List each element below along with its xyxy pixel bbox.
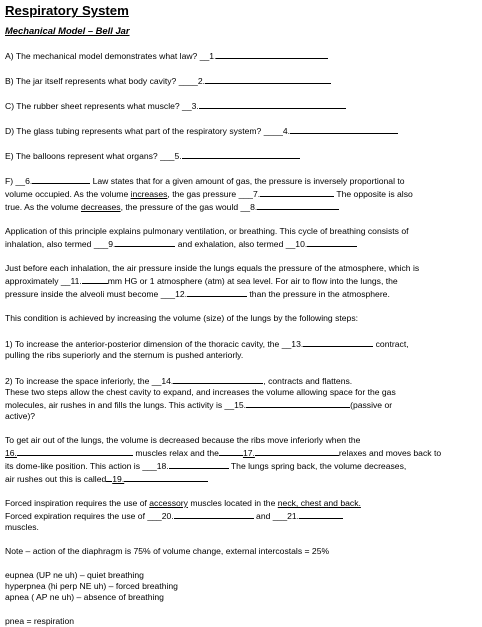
answer-blank-20[interactable]: [174, 509, 254, 519]
paragraph-condition: This condition is achieved by increasing the volume (size) of the lungs by the following steps:: [5, 313, 359, 323]
answer-blank-1[interactable]: [216, 49, 328, 59]
pnea-definition: pnea = respiration: [5, 616, 75, 626]
answer-blank-16[interactable]: [17, 446, 133, 456]
paragraph-f: F) __6. Law states that for a given amount of gas, the pressure is inversely proportional to volume occupied. As the volume increases, the gas pressure ___7. The opposite is also true. As the volume decreases, the pressure of the gas would __8.: [5, 176, 413, 212]
term-eupnea: eupnea (UP ne uh) – quiet breathing: [5, 570, 144, 580]
answer-blank-6[interactable]: [32, 174, 90, 184]
answer-blank-10[interactable]: [307, 237, 357, 247]
answer-blank-18[interactable]: [169, 459, 229, 469]
section-subtitle: Mechanical Model – Bell Jar: [5, 25, 130, 36]
paragraph-forced: Forced inspiration requires the use of accessory muscles located in the neck, chest and back. Forced expiration requires the use of ___20. and ___21. muscles.: [5, 498, 361, 532]
step-1: 1) To increase the anterior-posterior dimension of the thoracic cavity, the __13. contract, pulling the ribs superiorly and the sternum is pushed anteriorly.: [5, 339, 409, 360]
question-b: B) The jar itself represents what body cavity? ____2.: [5, 74, 477, 87]
answer-blank-21[interactable]: [299, 509, 343, 519]
question-a: A) The mechanical model demonstrates what law? __1.: [5, 49, 477, 62]
paragraph-before-inhalation: Just before each inhalation, the air pressure inside the lungs equals the pressure of the atmosphere, which is approximately __11. mm HG or 1 atmosphere (atm) at sea level. For air to flow into the lungs, the pressure inside the alveoli must become ___12. than the pressure in the atmosphere.: [5, 263, 420, 299]
answer-blank-17[interactable]: [255, 446, 339, 456]
answer-blank-9[interactable]: [115, 237, 175, 247]
answer-blank-15[interactable]: [246, 398, 350, 408]
paragraph-exhalation: To get air out of the lungs, the volume is decreased because the ribs move inferiorly when the 16. muscles relax and the 17. relaxes and moves back to its dome-like position. This action is ___18. The lungs spring back, the volume decreases, air rushes out this is called 19.: [5, 435, 442, 484]
answer-blank-14[interactable]: [173, 374, 263, 384]
answer-blank-12[interactable]: [187, 287, 247, 297]
question-c: C) The rubber sheet represents what muscle? __3.: [5, 99, 477, 112]
answer-blank-7[interactable]: [260, 187, 334, 197]
question-e: E) The balloons represent what organs? ___5.: [5, 149, 477, 162]
terms-list: [5, 570, 477, 603]
term-hyperpnea: hyperpnea (hi perp NE uh) – forced breathing: [5, 581, 178, 591]
question-d: D) The glass tubing represents what part of the respiratory system? ____4.: [5, 124, 477, 137]
answer-blank-2[interactable]: [205, 74, 331, 84]
step-2: 2) To increase the space inferiorly, the __14. , contracts and flattens. These two steps allow the chest cavity to expand, and increases the volume allowing space for the gas molecules, air rushes in and fills the lungs. This activity is __15. (passive or active)?: [5, 376, 396, 421]
paragraph-application: Application of this principle explains pulmonary ventilation, or breathing. This cycle of breathing consists of inhalation, also termed ___9. and exhalation, also termed __10.: [5, 226, 409, 249]
diaphragm-note: Note – action of the diaphragm is 75% of volume change, external intercostals = 25%: [5, 546, 330, 556]
answer-blank-11[interactable]: [82, 274, 108, 284]
answer-blank-3[interactable]: [199, 99, 346, 109]
answer-blank-4[interactable]: [290, 124, 398, 134]
answer-blank-19[interactable]: [124, 472, 208, 482]
answer-blank-8[interactable]: [257, 200, 339, 210]
term-apnea: apnea ( AP ne uh) – absence of breathing: [5, 592, 164, 602]
page-title: Respiratory System: [5, 3, 129, 18]
worksheet-page: [5, 3, 477, 627]
answer-blank-5[interactable]: [182, 149, 300, 159]
answer-blank-13[interactable]: [303, 337, 373, 347]
